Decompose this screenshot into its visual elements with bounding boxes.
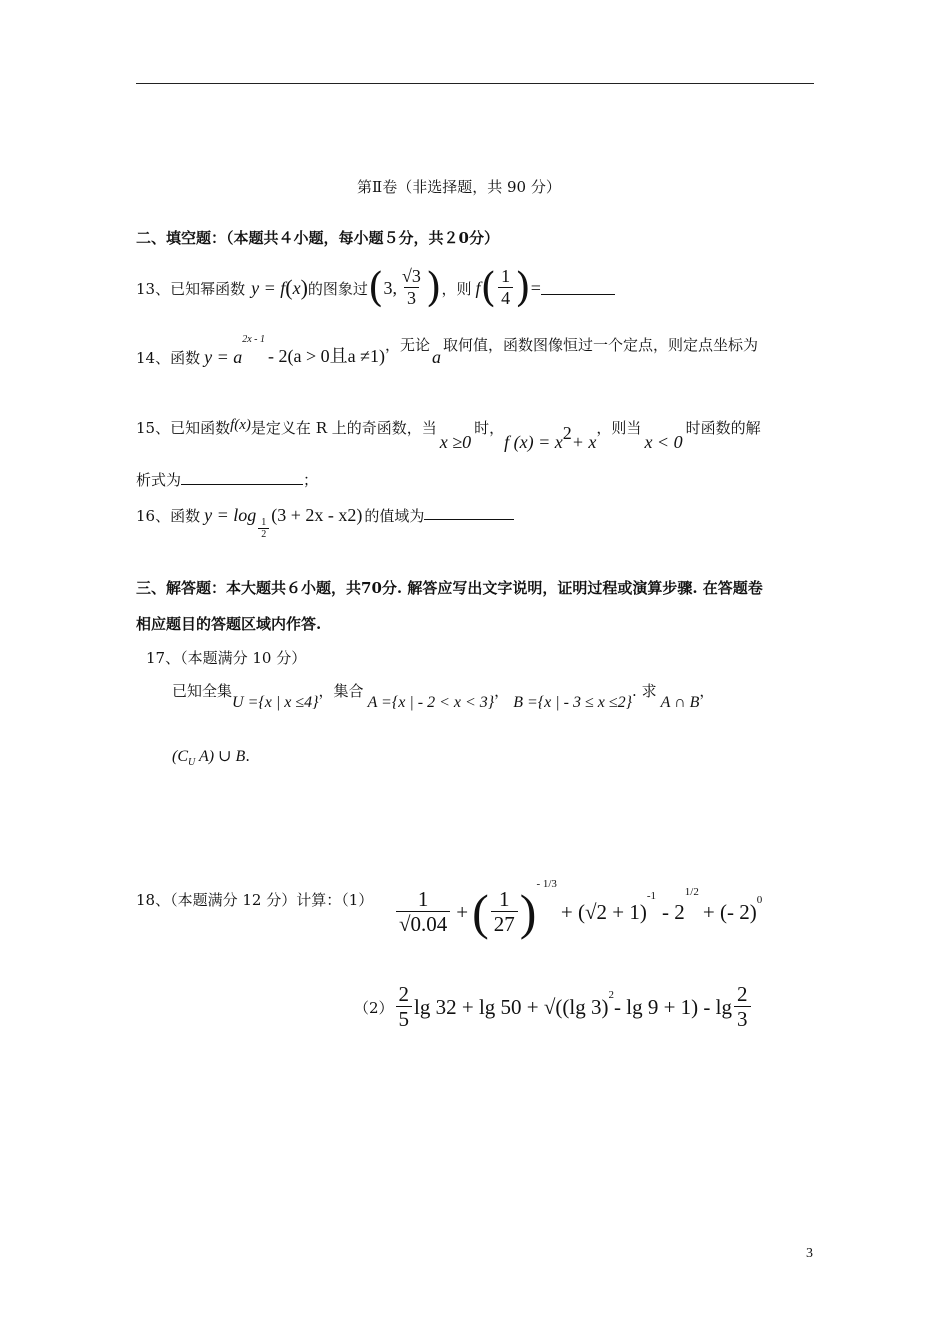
- q15-cond2: x < 0: [644, 432, 683, 452]
- q13-text2: ，则: [441, 279, 472, 298]
- question-14: [136, 334, 758, 368]
- q17-text2: ，集合: [318, 682, 364, 700]
- q15-text4: 时函数的解: [685, 419, 761, 437]
- section-title: 第Ⅱ卷（非选择题，共 90 分）: [357, 178, 561, 196]
- q18-p1-exp4: 0: [756, 894, 763, 906]
- q16-base-num: 1: [261, 517, 267, 528]
- q16-expr: y = log: [204, 505, 257, 525]
- q18-part1: [394, 872, 762, 952]
- q13-answer-blank: [541, 282, 615, 295]
- q17-end: .: [245, 747, 251, 765]
- q16-answer-blank: [424, 507, 514, 520]
- q13-paren-open: (: [285, 275, 293, 300]
- q18-p1-rest1: + (√2 + 1): [560, 899, 647, 924]
- q17-set-a: A ={x | - 2 < x < 3}: [367, 694, 495, 711]
- q13-input-open: (: [480, 265, 497, 311]
- q18-p1-paren-open: (: [472, 884, 489, 940]
- q18-part2: [354, 975, 753, 1039]
- q14-exponent: 2x - 1: [242, 334, 266, 345]
- q15-end: ；: [303, 471, 319, 489]
- q13-equals: =: [530, 277, 541, 298]
- q14-expr: y = a: [204, 347, 243, 367]
- q13-paren-close: ): [300, 275, 308, 300]
- q16-base-den: 2: [258, 528, 269, 541]
- q13-equation: y = f: [251, 277, 286, 298]
- q16-base-fraction: [258, 517, 269, 541]
- q18-p2-frac1: [396, 983, 413, 1031]
- q17-sep2: ，: [699, 682, 715, 700]
- q13-point-close: ): [425, 265, 442, 311]
- q18-p2-label: （2）: [354, 998, 394, 1017]
- solve-heading-line1: 三、解答题：本大题共６小题，共70分. 解答应写出文字说明，证明过程或演算步骤. 在答题卷: [136, 579, 763, 597]
- q17-set-u: U ={x | x ≤4}: [232, 694, 319, 711]
- q13-text1: 的图象过: [307, 279, 368, 298]
- q17-sep1: ，: [494, 682, 510, 700]
- q13-f: f: [475, 277, 481, 298]
- q18-p1-exp2: -1: [646, 890, 657, 902]
- q18-p1-frac1-den: √0.04: [396, 911, 450, 936]
- q13-arg: x: [292, 277, 301, 298]
- q15-text1: 是定义在 R 上的奇函数，当: [250, 419, 437, 437]
- q16-text: 的值域为: [364, 507, 425, 525]
- q17-intersection: A ∩ B: [660, 694, 700, 711]
- q17-text3: . 求: [632, 682, 657, 700]
- q15-fdef: f (x) = x: [504, 432, 563, 452]
- q14-a: a: [432, 347, 442, 367]
- q13-input-fraction: [498, 267, 513, 308]
- question-16: [136, 505, 514, 553]
- q13-point-open: (: [367, 265, 384, 311]
- solve-heading-line2: 相应题目的答题区域内作答.: [136, 615, 322, 633]
- q18-p2-frac1-den: 5: [396, 1006, 413, 1031]
- q13-point-den: 3: [404, 287, 419, 309]
- q18-p1-frac1: [396, 888, 450, 936]
- q18-p1-rest2: - 2: [662, 899, 685, 924]
- q15-line2-text: 析式为: [136, 471, 182, 489]
- q18-p2-frac2: [734, 983, 751, 1031]
- q15-square: 2: [562, 423, 572, 443]
- q18-p1-frac2: [491, 888, 518, 936]
- q15-line2: [136, 469, 318, 490]
- q18-p1-frac1-num: 1: [417, 886, 429, 911]
- q14-number: 14、函数: [136, 349, 201, 367]
- q18-p2-frac2-num: 2: [737, 981, 748, 1006]
- page-number: 3: [806, 1246, 813, 1261]
- q18-p2-square: 2: [608, 989, 614, 1001]
- question-13: [136, 262, 615, 314]
- q15-fdef2: + x: [571, 432, 597, 452]
- q17-complement-open: (C: [172, 748, 188, 765]
- q17-line2: [172, 746, 250, 768]
- q14-rest: - 2(a > 0且a ≠1): [268, 346, 386, 366]
- q18-p1-exp3: 1/2: [684, 886, 699, 898]
- question-15: [136, 417, 761, 453]
- question-17: [172, 680, 714, 712]
- q18-p1-exp1: - 1/3: [536, 878, 557, 890]
- q18-p1-plus: +: [456, 899, 469, 924]
- header-rule: [136, 83, 814, 84]
- q18-p1-frac2-num: 1: [499, 886, 510, 911]
- q17-set-b: B ={x | - 3 ≤ x ≤2}: [513, 694, 633, 711]
- q18-p1-rest3: + (- 2): [702, 899, 757, 924]
- fill-section-heading: 二、填空题：（本题共４小题，每小题５分，共２0分）: [136, 229, 499, 247]
- q18-p1-paren-close: ): [519, 884, 537, 940]
- q14-text1: ，无论: [385, 336, 431, 354]
- q17-complement-sub: U: [188, 757, 196, 769]
- q13-input-close: ): [515, 265, 531, 311]
- q18-p2-frac2-den: 3: [734, 1006, 751, 1031]
- q13-point-fraction: [399, 267, 424, 308]
- q15-text3: ，则当: [596, 419, 642, 437]
- q16-square: 2: [347, 505, 357, 525]
- q14-text2: 取何值，函数图像恒过一个定点，则定点坐标为: [443, 336, 759, 354]
- q18-p2-mid2: - lg 9 + 1) - lg: [614, 994, 732, 1019]
- q17-text1: 已知全集: [172, 682, 233, 700]
- q13-input-den: 4: [498, 287, 513, 309]
- q13-point-num: √3: [402, 266, 421, 287]
- q16-close: ): [356, 505, 363, 525]
- q15-number: 15、已知函数: [136, 419, 231, 437]
- q13-point-a: 3,: [383, 277, 398, 298]
- q18-p2-mid: lg 32 + lg 50 + √((lg 3): [414, 994, 609, 1019]
- q15-fx: f(x): [230, 417, 251, 433]
- q17-title: 17、（本题满分 10 分）: [146, 649, 307, 667]
- q18-p1-frac2-den: 27: [491, 911, 518, 936]
- q13-number: 13、已知幂函数: [136, 279, 246, 298]
- q15-text2: 时，: [474, 419, 505, 437]
- q15-answer-blank: [181, 472, 303, 485]
- q16-number: 16、函数: [136, 507, 201, 525]
- q17-union: A) ∪ B: [195, 748, 246, 765]
- q18-title: 18、（本题满分 12 分）计算：（1）: [136, 891, 374, 909]
- q18-p2-frac1-num: 2: [398, 981, 410, 1006]
- q16-arg: (3 + 2x - x: [271, 505, 348, 525]
- q13-input-num: 1: [501, 266, 511, 287]
- q15-cond1: x ≥0: [439, 432, 472, 452]
